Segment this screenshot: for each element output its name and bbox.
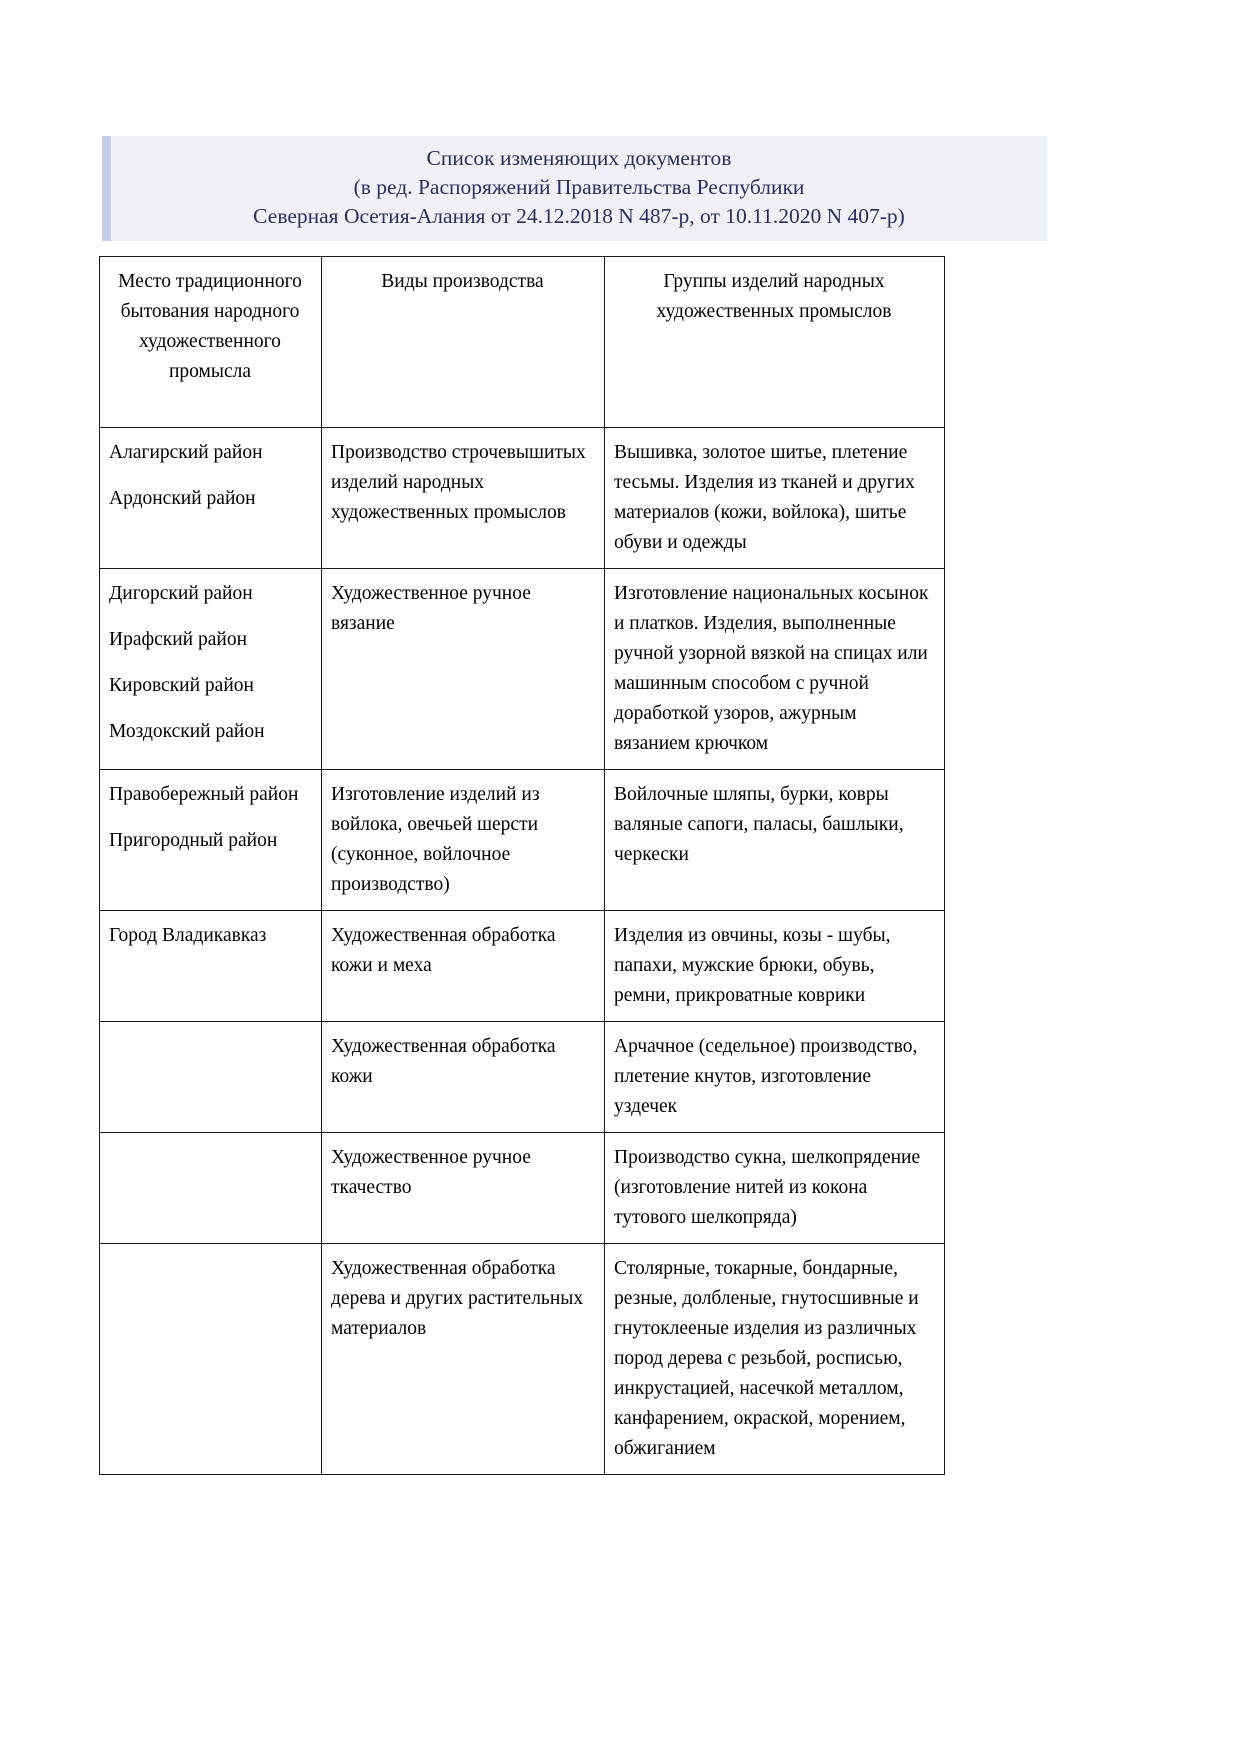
table-body xyxy=(100,428,945,1475)
cell-production: Художественная обработка кожи и меха xyxy=(322,911,605,1022)
table-row xyxy=(100,428,945,569)
notice-line-title: Список изменяющих документов xyxy=(426,146,732,170)
cell-groups: Изготовление национальных косынок и платков. Изделия, выполненные ручной узорной вязкой на спицах или машинным способом с ручной доработкой узоров, ажурным вязанием крючком xyxy=(605,569,945,770)
table-row xyxy=(100,1244,945,1475)
cell-place xyxy=(100,428,322,569)
table-row xyxy=(100,569,945,770)
cell-production: Изготовление изделий из войлока, овечьей шерсти (суконное, войлочное производство) xyxy=(322,770,605,911)
place-item: Кировский район xyxy=(109,675,254,696)
cell-groups: Войлочные шляпы, бурки, ковры валяные сапоги, паласы, башлыки, черкески xyxy=(605,770,945,911)
column-header-production-types: Виды производства xyxy=(322,257,605,428)
cell-groups: Столярные, токарные, бондарные, резные, долбленые, гнутосшивные и гнутоклееные изделия из различных пород дерева с резьбой, росписью, инкрустацией, насечкой металлом, канфарением, окраской, морением, обжиганием xyxy=(605,1244,945,1475)
place-item: Моздокский район xyxy=(109,721,265,742)
cell-place xyxy=(100,911,322,1022)
place-item: Дигорский район xyxy=(109,583,253,604)
notice-line-editors: (в ред. Распоряжений Правительства Республики xyxy=(353,175,805,199)
crafts-table xyxy=(99,256,945,1475)
cell-groups: Вышивка, золотое шитье, плетение тесьмы. Изделия из тканей и других материалов (кожи, войлока), шитье обуви и одежды xyxy=(605,428,945,569)
table-row xyxy=(100,911,945,1022)
place-item: Алагирский район xyxy=(109,442,263,463)
place-item: Город Владикавказ xyxy=(109,925,267,946)
table-row xyxy=(100,1022,945,1133)
place-item: Ирафский район xyxy=(109,629,248,650)
cell-production: Художественное ручное вязание xyxy=(322,569,605,770)
column-header-place: Место традиционного бытования народного художественного промысла xyxy=(100,257,322,428)
place-item: Ардонский район xyxy=(109,488,256,509)
cell-production: Художественная обработка дерева и других растительных материалов xyxy=(322,1244,605,1475)
cell-production: Производство строчевышитых изделий народных художественных промыслов xyxy=(322,428,605,569)
cell-place xyxy=(100,569,322,770)
table-row xyxy=(100,1133,945,1244)
place-item: Правобережный район xyxy=(109,784,299,805)
notice-line-references: Северная Осетия-Алания от 24.12.2018 N 487-р, от 10.11.2020 N 407-р) xyxy=(253,204,905,228)
amendments-notice xyxy=(102,136,1047,241)
cell-groups: Арчачное (седельное) производство, плетение кнутов, изготовление уздечек xyxy=(605,1022,945,1133)
place-item: Пригородный район xyxy=(109,830,278,851)
cell-groups: Изделия из овчины, козы - шубы, папахи, мужские брюки, обувь, ремни, прикроватные коврики xyxy=(605,911,945,1022)
cell-place xyxy=(100,770,322,911)
cell-production: Художественная обработка кожи xyxy=(322,1022,605,1133)
column-header-product-groups: Группы изделий народных художественных промыслов xyxy=(605,257,945,428)
cell-place xyxy=(100,1244,322,1475)
table-row xyxy=(100,770,945,911)
cell-production: Художественное ручное ткачество xyxy=(322,1133,605,1244)
table-header-row xyxy=(100,257,945,428)
cell-groups: Производство сукна, шелкопрядение (изготовление нитей из кокона тутового шелкопряда) xyxy=(605,1133,945,1244)
cell-place xyxy=(100,1022,322,1133)
table-header xyxy=(100,257,945,428)
cell-place xyxy=(100,1133,322,1244)
